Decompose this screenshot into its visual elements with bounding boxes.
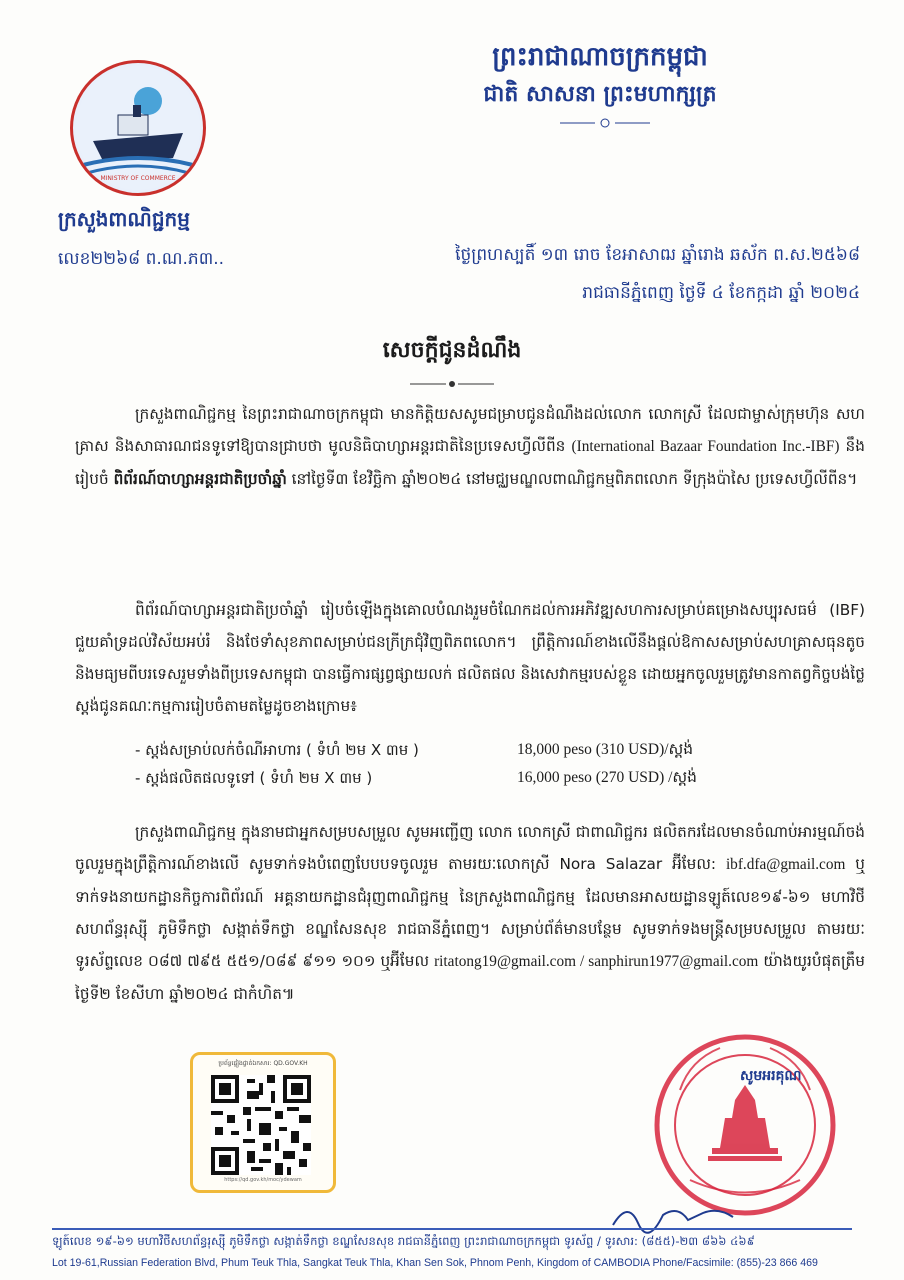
contact-emails-secondary[interactable]: ritatong19@gmail.com / sanphirun1977@gmail.com: [434, 953, 759, 970]
organization-name: (International Bazaar Foundation Inc.-IBF): [571, 438, 840, 455]
qr-verification-box: [190, 1052, 336, 1193]
p1-text-a: ក្រសួងពាណិជ្ជកម្ម នៃព្រះរាជាណាចក្រកម្ពុជា មានកិត្តិយសសូមជម្រាបជូនដំណឹងដល់លោក លោកស្រី ដែលជាម្ចាស់ក្រុមហ៊ុន សហគ្រាស និងសាធារណជនទូទៅឱ្យបានជ្រាបថា មូលនិធិបាហ្សាអន្តរជាតិនៃប្រទេសហ្វីលីពីន: [75, 405, 865, 455]
paragraph-event-details: [75, 594, 865, 722]
p3-text-a: ក្រសួងពាណិជ្ជកម្ម ក្នុងនាមជាអ្នកសម្របសម្រួល សូមអញ្ជើញ លោក លោកស្រី ជាពាណិជ្ជករ ផលិតករដែលមានចំណាប់អារម្មណ៍ចង់ចូលរួមក្នុងព្រឹត្តិការណ៍ខាងលើ សូមទាក់ទងបំពេញបែបបទចូលរួម តាមរយៈលោកស្រី Nora Salazar អ៊ីមែល:: [75, 823, 865, 873]
contact-email-primary[interactable]: ibf.dfa@gmail.com: [725, 856, 846, 873]
national-motto: ជាតិ សាសនា ព្រះមហាក្សត្រ: [483, 82, 717, 107]
kingdom-heading: ព្រះរាជាណាចក្រកម្ពុជា: [492, 42, 708, 72]
fee-label: - ស្តង់សម្រាប់លក់ចំណីអាហារ ( ទំហំ ២ម X ៣ម ): [135, 741, 419, 759]
p1-text-b: នឹងរៀបចំ: [75, 437, 865, 488]
fee-label: - ស្តង់ផលិតផលទូទៅ ( ទំហំ ២ម X ៣ម ): [135, 769, 373, 787]
ministry-name: ក្រសួងពាណិជ្ជកម្ម: [58, 207, 190, 231]
header-ornament-icon: [560, 118, 650, 128]
signature-label: សូមអរគុណ: [740, 1068, 802, 1084]
event-name: ពិព័រណ៍បាហ្សាអន្តរជាតិប្រចាំឆ្នាំ: [113, 470, 287, 488]
solar-date: រាជធានីភ្នំពេញ ថ្ងៃទី ៤ ខែកក្កដា ឆ្នាំ ២០២៤: [582, 283, 860, 303]
footer-address-khmer: ឡូត៍លេខ ១៩-៦១ មហាវិថីសហព័ន្ធរុស្ស៊ី ភូមិទឹកថ្លា សង្កាត់ទឹកថ្លា ខណ្ឌសែនសុខ រាជធានីភ្នំពេញ ព្រះរាជាណាចក្រកម្ពុជា ទូរស័ព្ទ / ទូរសារ: (៨៥៥)-២៣ ៨៦៦ ៤៦៩: [52, 1234, 755, 1248]
p3-text-b: ឬទាក់ទងនាយកដ្ឋានកិច្ចការពិព័រណ៍ អគ្គនាយកដ្ឋានជំរុញពាណិជ្ជកម្ម នៃក្រសួងពាណិជ្ជកម្ម ដែលមានអាសយដ្ឋានឡូត៍លេខ១៩-៦១ មហាវិថីសហព័ន្ធរុស្ស៊ី ភូមិទឹកថ្លា សង្កាត់ទឹកថ្លា ខណ្ឌសែនសុខ រាជធានីភ្នំពេញ។ សម្រាប់ព័ត៌មានបន្ថែម សូមទាក់ទងមន្ត្រីសម្របសម្រួល តាមរយៈទូរស័ព្ទលេខ ០៨៧ ៧៩៥ ៥៥១/០៨៩ ៩១១ ១០១ ឬអ៊ីមែល: [75, 855, 865, 970]
p3-text-c: យ៉ាងយូរបំផុតត្រឹមថ្ងៃទី២ ខែសីហា ឆ្នាំ២០២៤ ជាកំហិត៕: [75, 952, 865, 1003]
p1-text-c: នៅថ្ងៃទី៣ ខែវិច្ឆិកា ឆ្នាំ២០២៤ នៅមជ្ឈមណ្ឌលពាណិជ្ជកម្មពិភពលោក ទីក្រុងប៉ាសៃ ប្រទេសហ្វីលីពីន។: [291, 470, 858, 488]
qr-caption: ប្រព័ន្ធផ្ទៀងផ្ទាត់ឯកសារ: QD.GOV.KH: [218, 1060, 308, 1067]
document-title: សេចក្តីជូនដំណឹង: [382, 338, 522, 363]
fee-item-general-stall: [135, 764, 875, 792]
qr-url: https://qd.gov.kh/moc/ydewam: [224, 1177, 302, 1183]
footer-divider: [52, 1228, 852, 1230]
paragraph-contact: [75, 816, 865, 1010]
title-ornament-icon: [410, 380, 494, 388]
footer-address-english: Lot 19-61,Russian Federation Blvd, Phum Teuk Thla, Sangkat Teuk Thla, Khan Sen Sok, Phnom Penh, Kingdom of CAMBODIA Phone/Facsimile: (855)-23 866 469: [52, 1257, 818, 1269]
ship-logo-icon: [73, 63, 203, 193]
qr-code-icon[interactable]: [211, 1075, 311, 1175]
official-seal-icon: [650, 1030, 840, 1220]
fee-price: 16,000 peso (270 USD) /ស្តង់: [517, 769, 698, 786]
logo-caption: MINISTRY OF COMMERCE: [100, 175, 176, 182]
reference-number: លេខ២២៦៨ ព.ណ.ភ៣..: [58, 249, 225, 269]
lunar-date: ថ្ងៃព្រហស្បតិ៍ ១៣ រោច ខែអាសាឍ ឆ្នាំរោង ឆស័ក ព.ស.២៥៦៨: [455, 245, 860, 265]
p2-text: ពិព័រណ៍បាហ្សាអន្តរជាតិប្រចាំឆ្នាំ រៀបចំឡើងក្នុងគោលបំណងរួមចំណែកដល់ការអភិវឌ្ឍសហការសម្រាប់គម្រោងសប្បុរសធម៌ (IBF) ជួយគាំទ្រដល់វិស័យអប់រំ និងថែទាំសុខភាពសម្រាប់ជនក្រីក្រជុំវិញពិភពលោក។ ព្រឹត្តិការណ៍ខាងលើនឹងផ្តល់ឱកាសសម្រាប់សហគ្រាសធុនតូច និងមធ្យមពីបរទេសរួមទាំងពីប្រទេសកម្ពុជា បានធ្វើការផ្សព្វផ្សាយលក់ ផលិតផល និងសេវាកម្មរបស់ខ្លួន ដោយអ្នកចូលរួមត្រូវមានកាតព្វកិច្ចបង់ថ្លៃស្តង់ជូនគណៈកម្មការរៀបចំតាមតម្លៃដូចខាងក្រោម៖: [75, 601, 865, 715]
fee-item-food-stall: [135, 736, 875, 764]
paragraph-announcement: [75, 398, 865, 495]
fee-price: 18,000 peso (310 USD)/ស្តង់: [517, 741, 694, 758]
ministry-logo: [70, 60, 206, 196]
